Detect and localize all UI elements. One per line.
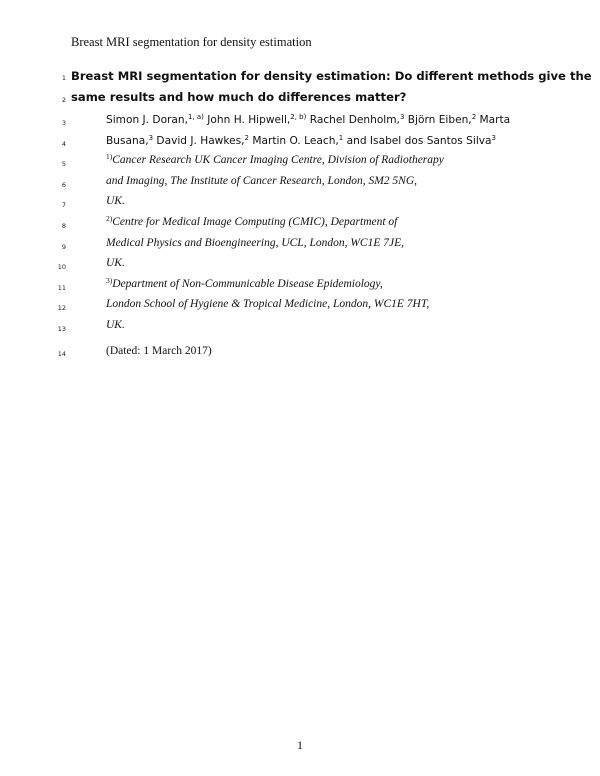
affiliation-mark: 1): [106, 152, 113, 161]
line-number: 6: [61, 181, 66, 189]
line-number: 3: [61, 119, 66, 127]
author-affiliation-mark: 2: [244, 134, 249, 142]
line-number: 2: [61, 96, 66, 104]
author-affiliation-mark: 3: [491, 134, 497, 142]
line-number: 12: [57, 304, 66, 312]
author-name: Rachel Denholm,: [306, 114, 400, 126]
author-name: Björn Eiben,: [404, 114, 472, 126]
author-name: Marta: [476, 114, 511, 126]
affiliation-2-line-3: UK.: [106, 257, 125, 269]
author-affiliation-mark: 1, a): [187, 113, 204, 121]
author-name: and Isabel dos Santos Silva: [343, 135, 492, 147]
affiliation-1-line-1: [106, 154, 444, 166]
line-number: 11: [57, 284, 66, 292]
affiliation-text: Cancer Research UK Cancer Imaging Centre, Division of Radiotherapy: [112, 154, 444, 166]
line-number: 8: [61, 222, 66, 230]
dated-line: (Dated: 1 March 2017): [106, 345, 212, 357]
author-line-1: [106, 114, 510, 126]
affiliation-3-line-3: UK.: [106, 319, 125, 331]
author-name: Busana,: [106, 135, 149, 147]
affiliation-text: Centre for Medical Image Computing (CMIC), Department of: [112, 216, 398, 228]
paper-title-line-2: same results and how much do differences matter?: [71, 90, 407, 104]
affiliation-mark: 2): [106, 214, 113, 223]
author-affiliation-mark: 3: [148, 134, 154, 142]
line-number: 9: [61, 243, 66, 251]
author-affiliation-mark: 2: [471, 113, 477, 121]
affiliation-3-line-1: [106, 278, 383, 290]
line-number: 5: [61, 160, 66, 168]
line-number: 7: [61, 201, 66, 209]
author-name: Martin O. Leach,: [248, 135, 339, 147]
line-number: 1: [61, 74, 66, 82]
author-name: Simon J. Doran,: [106, 114, 188, 126]
affiliation-1-line-2: and Imaging, The Institute of Cancer Research, London, SM2 5NG,: [106, 175, 418, 187]
page-number: 1: [297, 738, 303, 752]
line-number: 10: [57, 263, 66, 271]
author-name: David J. Hawkes,: [153, 135, 245, 147]
author-line-2: [106, 135, 496, 147]
line-number: 4: [61, 140, 66, 148]
affiliation-text: Department of Non-Communicable Disease Epidemiology,: [112, 278, 383, 290]
affiliation-2-line-1: [106, 216, 397, 228]
affiliation-mark: 3): [106, 276, 113, 285]
author-name: John H. Hipwell,: [203, 114, 291, 126]
affiliation-2-line-2: Medical Physics and Bioengineering, UCL, London, WC1E 7JE,: [106, 237, 405, 249]
affiliation-1-line-3: UK.: [106, 195, 125, 207]
author-affiliation-mark: 3: [399, 113, 405, 121]
line-number: 13: [57, 325, 66, 333]
line-number: 14: [57, 350, 66, 358]
affiliation-3-line-2: London School of Hygiene & Tropical Medicine, London, WC1E 7HT,: [106, 298, 430, 310]
running-head: Breast MRI segmentation for density estimation: [71, 35, 312, 49]
author-affiliation-mark: 2, b): [290, 113, 307, 121]
paper-title-line-1: Breast MRI segmentation for density estimation: Do different methods give the: [71, 69, 592, 83]
author-affiliation-mark: 1: [338, 134, 344, 142]
